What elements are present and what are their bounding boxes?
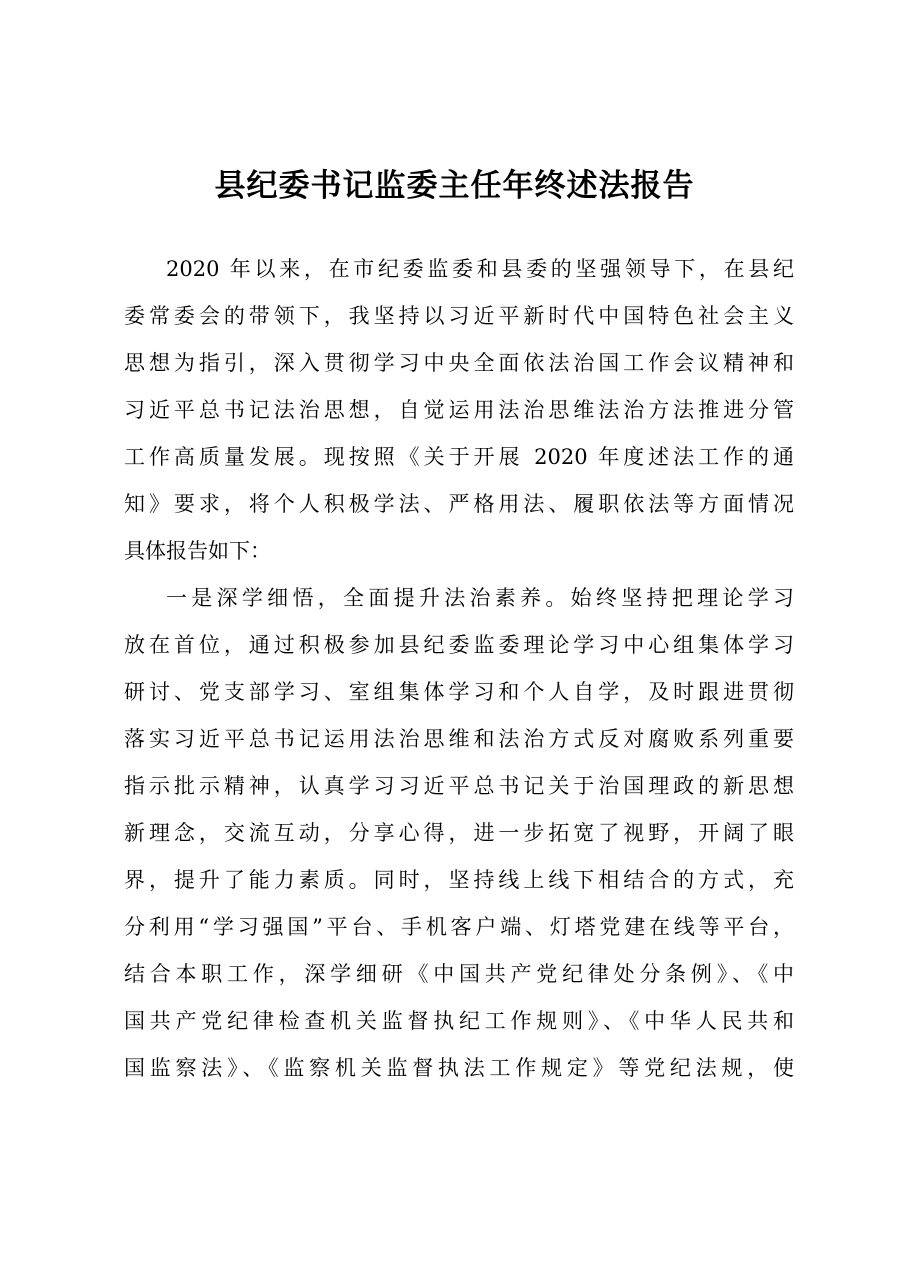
paragraph-line: 工作高质量发展。现按照《关于开展 2020 年度述法工作的通 (124, 445, 794, 469)
paragraph-line: 结合本职工作，深学细研《中国共产党纪律处分条例》、《中 (124, 962, 794, 986)
paragraph-line: 国共产党纪律检查机关监督执纪工作规则》、《中华人民共和 (124, 1009, 794, 1033)
paragraph-line: 委常委会的带领下，我坚持以习近平新时代中国特色社会主义 (124, 304, 794, 328)
paragraph-line: 指示批示精神，认真学习习近平总书记关于治国理政的新思想 (124, 774, 794, 798)
paragraph-line: 2020 年以来，在市纪委监委和县委的坚强领导下，在县纪 (166, 257, 794, 281)
paragraph-line: 新理念，交流互动，分享心得，进一步拓宽了视野，开阔了眼 (124, 821, 794, 845)
paragraph-line: 具体报告如下： (124, 539, 271, 563)
paragraph-line: 习近平总书记法治思想，自觉运用法治思维法治方法推进分管 (124, 398, 794, 422)
paragraph-line: 思想为指引，深入贯彻学习中央全面依法治国工作会议精神和 (124, 351, 794, 375)
paragraph-line: 界，提升了能力素质。同时，坚持线上线下相结合的方式，充 (124, 868, 794, 892)
paragraph-line: 落实习近平总书记运用法治思维和法治方式反对腐败系列重要 (124, 727, 794, 751)
paragraph-line: 一是深学细悟，全面提升法治素养。始终坚持把理论学习 (166, 586, 794, 610)
paragraph-line: 分利用“学习强国”平台、手机客户端、灯塔党建在线等平台， (124, 915, 794, 939)
paragraph-line: 国监察法》、《监察机关监督执法工作规定》等党纪法规，使 (124, 1056, 794, 1080)
paragraph-line: 放在首位，通过积极参加县纪委监委理论学习中心组集体学习 (124, 633, 794, 657)
paragraph-line: 研讨、党支部学习、室组集体学习和个人自学，及时跟进贯彻 (124, 680, 794, 704)
document-title: 县纪委书记监委主任年终述法报告 (214, 168, 695, 204)
paragraph-line: 知》要求，将个人积极学法、严格用法、履职依法等方面情况 (124, 492, 794, 516)
